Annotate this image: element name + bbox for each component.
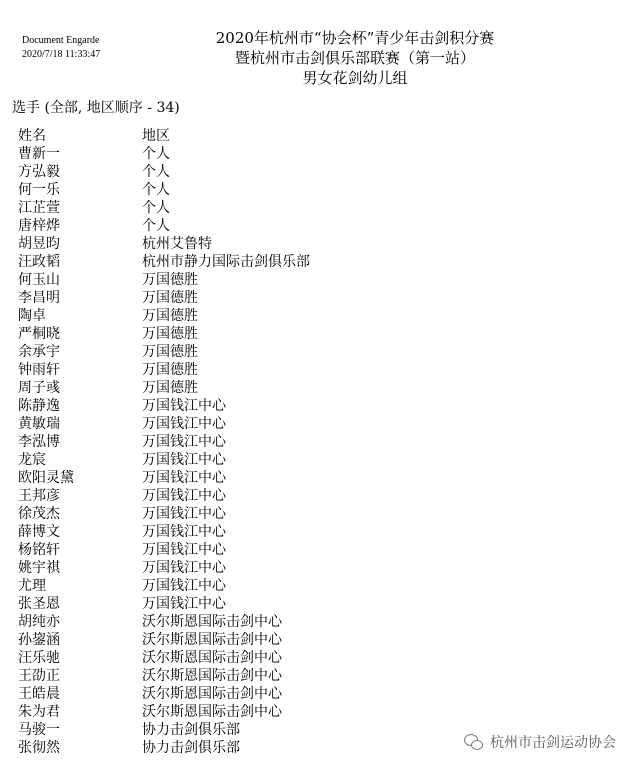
table-row bbox=[18, 343, 482, 361]
table-row bbox=[18, 541, 482, 559]
header-region: 地区 bbox=[142, 128, 170, 144]
fencer-region: 万国钱江中心 bbox=[142, 416, 226, 432]
fencer-region: 万国钱江中心 bbox=[142, 398, 226, 414]
fencer-name: 马骏一 bbox=[18, 722, 60, 738]
fencer-region: 万国德胜 bbox=[142, 326, 198, 342]
fencer-name: 尤理 bbox=[18, 578, 46, 594]
fencer-region: 万国钱江中心 bbox=[142, 560, 226, 576]
table-row bbox=[18, 559, 482, 577]
table-row bbox=[18, 379, 482, 397]
table-row bbox=[18, 631, 482, 649]
fencer-region: 万国德胜 bbox=[142, 362, 198, 378]
table-row bbox=[18, 685, 482, 703]
fencer-name: 何玉山 bbox=[18, 272, 60, 288]
fencer-name: 张圣恩 bbox=[18, 596, 60, 612]
table-row bbox=[18, 505, 482, 523]
fencer-region: 个人 bbox=[142, 200, 170, 216]
fencer-name: 周子彧 bbox=[18, 380, 60, 396]
table-row bbox=[18, 703, 482, 721]
fencer-region: 万国钱江中心 bbox=[142, 470, 226, 486]
table-row bbox=[18, 451, 482, 469]
table-row bbox=[18, 145, 482, 163]
title-line-2: 暨杭州市击剑俱乐部联赛（第一站） bbox=[234, 49, 475, 67]
table-row bbox=[18, 199, 482, 217]
fencer-name: 王劭正 bbox=[18, 668, 60, 684]
fencer-name: 徐茂杰 bbox=[18, 506, 60, 522]
fencer-region: 个人 bbox=[142, 164, 170, 180]
fencer-name: 余承宇 bbox=[18, 344, 60, 360]
fencer-name: 黄敏瑞 bbox=[18, 416, 60, 432]
fencer-name: 李泓博 bbox=[18, 434, 60, 450]
fencer-region: 万国德胜 bbox=[142, 308, 198, 324]
fencer-name: 张彻然 bbox=[18, 740, 60, 756]
fencer-name: 王邦彦 bbox=[18, 488, 60, 504]
fencer-name: 杨铭轩 bbox=[18, 542, 60, 558]
table-row bbox=[18, 577, 482, 595]
table-row bbox=[18, 415, 482, 433]
table-row bbox=[18, 523, 482, 541]
table-row bbox=[18, 433, 482, 451]
title-line-1: 2020年杭州市“协会杯”青少年击剑积分赛 bbox=[215, 29, 495, 47]
fencer-name: 姚宇祺 bbox=[18, 560, 60, 576]
table-row bbox=[18, 325, 482, 343]
table-row bbox=[18, 613, 482, 631]
wechat-watermark bbox=[460, 730, 620, 754]
fencer-region: 万国德胜 bbox=[142, 344, 198, 360]
fencer-name: 胡昱昀 bbox=[18, 236, 60, 252]
table-row bbox=[18, 163, 482, 181]
fencer-region: 沃尔斯恩国际击剑中心 bbox=[142, 614, 282, 630]
fencer-name: 汪政韬 bbox=[18, 254, 60, 270]
fencer-region: 沃尔斯恩国际击剑中心 bbox=[142, 686, 282, 702]
fencer-region: 万国德胜 bbox=[142, 272, 198, 288]
document-title bbox=[200, 28, 510, 88]
fencer-name: 汪乐驰 bbox=[18, 650, 60, 666]
fencer-table bbox=[18, 127, 482, 757]
document-meta bbox=[22, 34, 100, 62]
print-datetime: 2020/7/18 11:33:47 bbox=[22, 49, 101, 60]
fencer-name: 陶卓 bbox=[18, 308, 46, 324]
fencer-region: 万国钱江中心 bbox=[142, 452, 226, 468]
fencer-name: 曹新一 bbox=[18, 146, 60, 162]
fencer-region: 万国德胜 bbox=[142, 290, 198, 306]
fencer-region: 杭州艾鲁特 bbox=[142, 236, 212, 252]
fencer-name: 王皓晨 bbox=[18, 686, 60, 702]
fencer-name: 薛博文 bbox=[18, 524, 60, 540]
fencer-region: 万国钱江中心 bbox=[142, 524, 226, 540]
fencer-name: 方弘毅 bbox=[18, 164, 60, 180]
fencer-region: 个人 bbox=[142, 218, 170, 234]
fencer-region: 万国钱江中心 bbox=[142, 596, 226, 612]
table-row bbox=[18, 649, 482, 667]
fencer-name: 钟雨轩 bbox=[18, 362, 60, 378]
table-row bbox=[18, 397, 482, 415]
fencer-name: 龙宸 bbox=[18, 452, 46, 468]
fencer-region: 沃尔斯恩国际击剑中心 bbox=[142, 632, 282, 648]
fencer-region: 万国钱江中心 bbox=[142, 578, 226, 594]
fencer-name: 唐梓烨 bbox=[18, 218, 60, 234]
fencer-name: 李昌明 bbox=[18, 290, 60, 306]
fencer-name: 欧阳灵黛 bbox=[18, 470, 74, 486]
fencer-region: 万国钱江中心 bbox=[142, 434, 226, 450]
fencer-region: 万国钱江中心 bbox=[142, 542, 226, 558]
wechat-icon bbox=[464, 733, 484, 751]
fencer-name: 陈静逸 bbox=[18, 398, 60, 414]
table-row bbox=[18, 469, 482, 487]
table-row bbox=[18, 181, 482, 199]
fencer-name: 严桐晓 bbox=[18, 326, 60, 342]
fencer-region: 协力击剑俱乐部 bbox=[142, 722, 240, 738]
fencer-region: 万国德胜 bbox=[142, 380, 198, 396]
table-row bbox=[18, 271, 482, 289]
title-line-3: 男女花剑幼儿组 bbox=[302, 69, 408, 87]
table-row bbox=[18, 487, 482, 505]
fencer-region: 沃尔斯恩国际击剑中心 bbox=[142, 668, 282, 684]
table-header-row bbox=[18, 127, 482, 145]
table-row bbox=[18, 289, 482, 307]
header-name: 姓名 bbox=[18, 128, 46, 144]
fencer-region: 协力击剑俱乐部 bbox=[142, 740, 240, 756]
fencer-name: 何一乐 bbox=[18, 182, 60, 198]
table-row bbox=[18, 739, 482, 757]
fencer-name: 江芷萱 bbox=[18, 200, 60, 216]
fencer-name: 胡纯亦 bbox=[18, 614, 60, 630]
table-row bbox=[18, 307, 482, 325]
table-row bbox=[18, 253, 482, 271]
table-row bbox=[18, 667, 482, 685]
list-subtitle: 选手 (全部, 地区顺序 - 34) bbox=[12, 100, 180, 116]
app-name: Document Engarde bbox=[22, 35, 100, 46]
fencer-region: 个人 bbox=[142, 182, 170, 198]
table-row bbox=[18, 217, 482, 235]
table-row bbox=[18, 235, 482, 253]
table-row bbox=[18, 721, 482, 739]
watermark-text: 杭州市击剑运动协会 bbox=[490, 735, 616, 751]
fencer-region: 个人 bbox=[142, 146, 170, 162]
fencer-name: 孙鋆涵 bbox=[18, 632, 60, 648]
fencer-region: 万国钱江中心 bbox=[142, 488, 226, 504]
table-row bbox=[18, 595, 482, 613]
table-row bbox=[18, 361, 482, 379]
fencer-region: 沃尔斯恩国际击剑中心 bbox=[142, 704, 282, 720]
table-body bbox=[18, 145, 482, 757]
fencer-name: 朱为君 bbox=[18, 704, 60, 720]
fencer-region: 沃尔斯恩国际击剑中心 bbox=[142, 650, 282, 666]
fencer-region: 杭州市静力国际击剑俱乐部 bbox=[142, 254, 310, 270]
fencer-region: 万国钱江中心 bbox=[142, 506, 226, 522]
